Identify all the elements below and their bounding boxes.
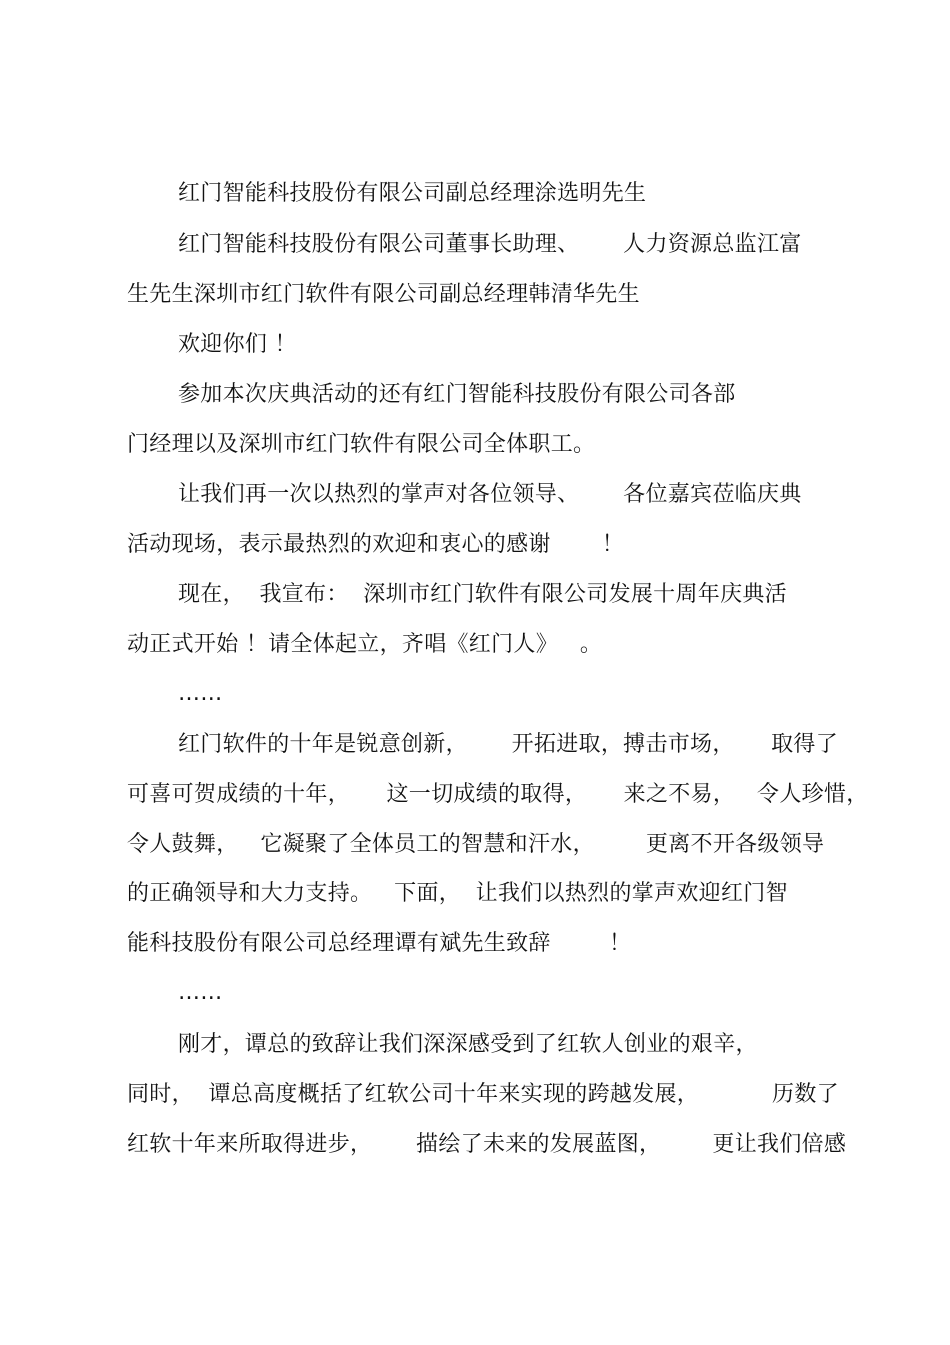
text-line: 活动现场，表示最热烈的欢迎和衷心的感谢 ！ (127, 532, 625, 557)
text-line: 门经理以及深圳市红门软件有限公司全体职工。 (127, 432, 596, 457)
text-line: 红门软件的十年是锐意创新， 开拓进取，搏击市场， 取得了 (178, 732, 839, 757)
text-line: 刚才，谭总的致辞让我们深深感受到了红软人创业的艰辛， (178, 1032, 758, 1057)
text-line: 欢迎你们 ！ (178, 332, 297, 357)
text-line: 现在， 我宣布： 深圳市红门软件有限公司发展十周年庆典活 (178, 582, 787, 607)
text-line: 同时， 谭总高度概括了红软公司十年来实现的跨越发展， 历数了 (127, 1082, 839, 1107)
text-line: 红软十年来所取得进步， 描绘了未来的发展蓝图， 更让我们倍感 (127, 1132, 847, 1157)
text-line: 红门智能科技股份有限公司副总经理涂选明先生 (178, 181, 647, 206)
ellipsis-line: …… (178, 681, 223, 706)
ellipsis-line: …… (178, 980, 223, 1005)
text-line: 的正确领导和大力支持。 下面， 让我们以热烈的掌声欢迎红门智 (127, 881, 788, 906)
text-line: 参加本次庆典活动的还有红门智能科技股份有限公司各部 (178, 382, 736, 407)
text-line: 让我们再一次以热烈的掌声对各位领导、 各位嘉宾莅临庆典 (178, 482, 802, 507)
text-line: 能科技股份有限公司总经理谭有斌先生致辞 ！ (127, 931, 632, 956)
text-line: 红门智能科技股份有限公司董事长助理、 人力资源总监江富 (178, 232, 802, 257)
text-line: 可喜可贺成绩的十年， 这一切成绩的取得， 来之不易， 令人珍惜， (127, 782, 869, 807)
text-line: 令人鼓舞， 它凝聚了全体员工的智慧和汗水， 更离不开各级领导 (127, 832, 825, 857)
text-line: 动正式开始 ！请全体起立，齐唱《红门人》 。 (127, 632, 603, 657)
text-line: 生先生深圳市红门软件有限公司副总经理韩清华先生 (127, 282, 640, 307)
